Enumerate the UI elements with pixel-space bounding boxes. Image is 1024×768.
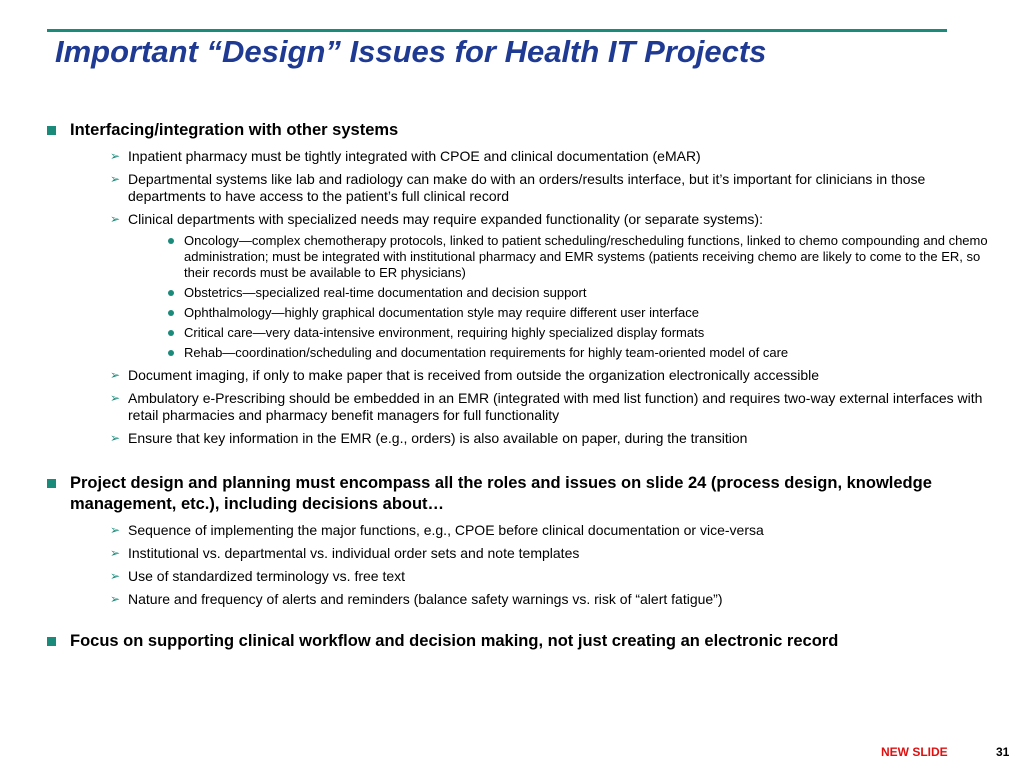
sub-list-item (167, 325, 989, 341)
list-item (110, 545, 989, 562)
dot-bullet-icon (168, 310, 174, 316)
list-item-text: Ensure that key information in the EMR (e.g., orders) is also available on paper, during the transition (128, 430, 748, 446)
section-heading-text: Interfacing/integration with other systems (70, 121, 399, 139)
square-bullet-icon (47, 479, 56, 488)
new-slide-label: NEW SLIDE (881, 745, 948, 759)
section-heading-text: Project design and planning must encompass all the roles and issues on slide 24 (process design, knowledge management, etc.), including decisions about… (70, 474, 932, 513)
sub-list-item-text: Obstetrics—specialized real-time documentation and decision support (184, 285, 587, 300)
list-item-text: Institutional vs. departmental vs. individual order sets and note templates (128, 545, 580, 561)
sub-list-item-text: Critical care—very data-intensive environment, requiring highly specialized display formats (184, 325, 705, 340)
sub-list-item-text: Rehab—coordination/scheduling and documentation requirements for highly team-oriented model of care (184, 345, 789, 360)
section-heading (44, 631, 989, 652)
list-item (110, 367, 989, 384)
arrow-bullet-icon: ➢ (110, 592, 121, 606)
list-item (110, 390, 989, 424)
sub-list-item (167, 305, 989, 321)
slide-title: Important “Design” Issues for Health IT Projects (55, 34, 767, 69)
list-item-text: Clinical departments with specialized needs may require expanded functionality (or separate systems): (128, 211, 763, 227)
list-item (110, 430, 989, 447)
arrow-bullet-icon: ➢ (110, 569, 121, 583)
section-heading-text: Focus on supporting clinical workflow and decision making, not just creating an electronic record (70, 632, 839, 650)
sub-list-item-text: Ophthalmology—highly graphical documentation style may require different user interface (184, 305, 699, 320)
dot-bullet-icon (168, 238, 174, 244)
dot-bullet-icon (168, 290, 174, 296)
arrow-bullet-icon: ➢ (110, 523, 121, 537)
list-item-text: Use of standardized terminology vs. free text (128, 568, 406, 584)
section-heading (44, 120, 989, 141)
dot-bullet-icon (168, 330, 174, 336)
square-bullet-icon (47, 126, 56, 135)
arrow-bullet-icon: ➢ (110, 391, 121, 405)
arrow-bullet-icon: ➢ (110, 212, 121, 226)
list-item (110, 591, 989, 608)
sub-list-item (167, 285, 989, 301)
list-item-text: Sequence of implementing the major functions, e.g., CPOE before clinical documentation or vice-versa (128, 522, 764, 538)
dot-bullet-icon (168, 350, 174, 356)
arrow-bullet-icon: ➢ (110, 368, 121, 382)
list-item (110, 522, 989, 539)
sub-list-item (167, 233, 989, 281)
list-item-text: Document imaging, if only to make paper that is received from outside the organization electronically accessible (128, 367, 820, 383)
slide-content (44, 120, 989, 652)
list-item-text: Inpatient pharmacy must be tightly integrated with CPOE and clinical documentation (eMAR) (128, 148, 701, 164)
title-rule (47, 29, 947, 32)
square-bullet-icon (47, 637, 56, 646)
list-item (110, 568, 989, 585)
arrow-bullet-icon: ➢ (110, 149, 121, 163)
list-item-text: Ambulatory e-Prescribing should be embedded in an EMR (integrated with med list function) and requires two-way external interfaces with retail pharmacies and pharmacy benefit managers for full functionality (128, 390, 983, 423)
arrow-bullet-icon: ➢ (110, 546, 121, 560)
list-item-text: Nature and frequency of alerts and reminders (balance safety warnings vs. risk of “alert fatigue”) (128, 591, 723, 607)
list-item (110, 171, 989, 205)
list-item (110, 148, 989, 165)
section-heading (44, 473, 989, 515)
list-item (110, 211, 989, 228)
sub-list-item (167, 345, 989, 361)
arrow-bullet-icon: ➢ (110, 431, 121, 445)
arrow-bullet-icon: ➢ (110, 172, 121, 186)
list-item-text: Departmental systems like lab and radiology can make do with an orders/results interface, but it’s important for clinicians in those departments to have access to the patient’s full clinical record (128, 171, 926, 204)
page-number: 31 (996, 745, 1010, 759)
sub-list-item-text: Oncology—complex chemotherapy protocols, linked to patient scheduling/rescheduling functions, linked to chemo compounding and chemo administration; must be integrated with institutional pharmacy and EMR systems (patients receiving chemo are likely to come to the ER, so their records must be available to ER physicians) (184, 233, 988, 280)
